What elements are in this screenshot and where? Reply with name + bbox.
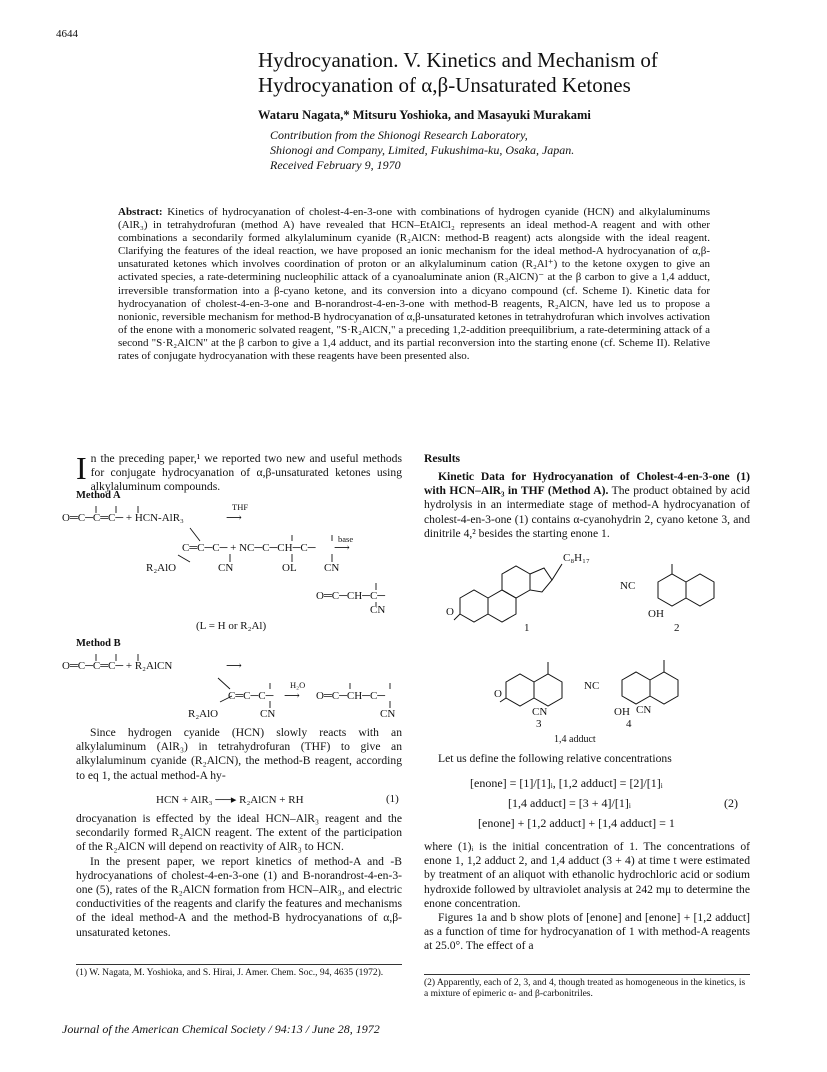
method-a-reactants: O═C─C═C─ + HCN-AlR₃ (62, 512, 184, 524)
cn-label-3: CN (532, 706, 548, 718)
cn-label-4: CN (636, 704, 652, 716)
method-a-label: Method A (76, 490, 121, 501)
drop-cap: I (76, 450, 87, 486)
affiliation-line-2: Shionogi and Company, Limited, Fukushima-ku, Osaka, Japan. (270, 143, 575, 157)
method-a-r2alo: R₂AlO (146, 562, 177, 574)
abstract-label: Abstract: (118, 206, 163, 218)
equation-1: HCN + AlR₃ ──▸ R₂AlCN + RH (156, 794, 304, 806)
definition-intro-text: Let us define the following relative concentrations (438, 752, 672, 765)
method-a-arrow: ⟶ (226, 512, 242, 524)
l-definition: (L = H or R₂Al) (196, 620, 267, 632)
results-subheading: Kinetic Data for Hydrocyanation of Cholest-4-en-3-one (1) with HCN–AlR₃ in THF (Method A). (424, 470, 750, 498)
footnote-2: (2) Apparently, each of 2, 3, and 4, though treated as homogeneous in the kinetics, is a mixture of epimeric α- and β-carbonitriles. (424, 978, 746, 999)
footnote-rule-right (424, 974, 750, 975)
method-b-r2alo: R₂AlO (188, 708, 219, 720)
title-line-2: Hydrocyanation of α,β-Unsaturated Ketones (258, 73, 631, 97)
results-section (424, 470, 750, 541)
results-paragraph-2 (424, 840, 750, 954)
method-a-cn-2: CN (324, 562, 340, 574)
method-b-cn: CN (260, 708, 276, 720)
method-a-ol: OL (282, 562, 297, 574)
method-a-arrow-2: ⟶ (334, 542, 350, 554)
compound-3-label: 3 (536, 718, 542, 730)
compound-1-label: 1 (524, 622, 530, 634)
method-b-arrow-2: ⟶ (284, 690, 300, 702)
paragraph-present-paper: In the present paper, we report kinetics of method-A and -B hydrocyanations of cholest-4-en-3-one (1) and B-norandrost-4-en-3-one (5), rates of the R₂AlCN formation from HCN–AlR₃, and electric conductivities of the reagents and clarify the features and mechanisms of the ideal method-A and the method-B hydrocyanations of α,β-unsaturated ketones. (76, 854, 402, 939)
method-b-product: O═C─CH─C─ (316, 690, 386, 702)
page-number: 4644 (56, 28, 78, 40)
intro-text: n the preceding paper,¹ we reported two new and useful methods for conjugate hydrocyanation of α,β-unsaturated ketones using alkylaluminum compounds. (90, 452, 402, 494)
equation-2-number: (2) (724, 796, 738, 810)
equation-2-line-3: [enone] + [1,2 adduct] + [1,4 adduct] = 1 (478, 816, 675, 830)
footnote-rule-left (76, 964, 402, 965)
structure-1 (440, 548, 580, 632)
method-b-intermediate: C═C─C─ (228, 690, 274, 702)
nc-label-2: NC (620, 580, 636, 592)
method-a-cn-3: CN (370, 604, 386, 616)
method-a-intermediates: C═C─C─ + NC─C─CH─C─ (182, 542, 316, 554)
journal-footer: Journal of the American Chemical Society / 94:13 / June 28, 1972 (62, 1022, 380, 1036)
method-b-cn-2: CN (380, 708, 396, 720)
method-a-product: O═C─CH─C─ (316, 590, 386, 602)
method-b-label: Method B (76, 638, 121, 649)
oh-label-4: OH (614, 706, 630, 718)
compound-4-label: 4 (626, 718, 632, 730)
affiliation-line-1: Contribution from the Shionogi Research Laboratory, (270, 128, 528, 142)
received-date: Received February 9, 1970 (270, 158, 401, 172)
oxygen-label-1: O (446, 606, 454, 618)
results-heading: Results (424, 452, 461, 465)
compound-2-label: 2 (674, 622, 680, 634)
paragraph-reagent (76, 726, 402, 783)
oxygen-label-3: O (494, 688, 502, 700)
method-a-cn: CN (218, 562, 234, 574)
results-paragraph-3: Figures 1a and b show plots of [enone] and [enone] + [1,2 adduct] as a function of time for hydrocyanation of 1 with method-A reagents at 25.0°. The effect of a (424, 911, 750, 953)
authors: Wataru Nagata,* Mitsuru Yoshioka, and Masayuki Murakami (258, 108, 591, 122)
equation-2-line-2: [1,4 adduct] = [3 + 4]/[1]ᵢ (508, 796, 631, 810)
paragraph-continuation (76, 812, 402, 940)
method-a-thf: THF (232, 502, 249, 512)
c8h17-label: C₈H₁₇ (563, 552, 590, 564)
adduct-caption: 1,4 adduct (554, 734, 596, 745)
title-line-1: Hydrocyanation. V. Kinetics and Mechanism of (258, 48, 658, 72)
nc-label-4: NC (584, 680, 600, 692)
equation-2-line-1: [enone] = [1]/[1]ᵢ, [1,2 adduct] = [2]/[1]ᵢ (470, 776, 663, 790)
structure-3 (496, 650, 576, 714)
method-a-base: base (338, 534, 354, 544)
paragraph-reagent-text: Since hydrogen cyanide (HCN) slowly reacts with an alkylaluminum (AlR₃) in tetrahydrofuran (THF) to give an alkylaluminum cyanide (R₂AlCN), the method-B reagent, according to eq 1, the actual method-A hy- (76, 726, 402, 782)
paragraph-continuation-text: drocyanation is effected by the ideal HCN–AlR₃ reagent and the secondarily formed R₂AlCN reagent. The extent of the participation of the R₂AlCN will depend on reactivity of AlR₃ to HCN. (76, 812, 402, 854)
footnote-1: (1) W. Nagata, M. Yoshioka, and S. Hirai, J. Amer. Chem. Soc., 94, 4635 (1972). (76, 968, 384, 978)
definition-intro (424, 752, 750, 766)
abstract-text: Kinetics of hydrocyanation of cholest-4-en-3-one with combinations of hydrogen cyanide (HCN) and alkylaluminums (AlR₃) in tetrahydrofuran (method A) have revealed that HCN–EtAlCl₂ represents an ideal method-A reagent and with other combinations a secondarily formed alkylaluminum cyanide (R₂AlCN: method-B reagent) acts alongside with the ideal reagent. Clarifying the features of the ideal reaction, we have proposed an ionic mechanism for the ideal method-A hydrocyanation of α,β-unsaturated ketones which involves coordination of proton or an alkylaluminum cation (R₂Al⁺) to the ketone oxygen to give an activated species, a rate-determining nucleophilic attack of a cyanoaluminate anion (R₃AlCN)⁻ at the β carbon to give a 1,4 adduct, irreversible transformation into a β-cyano ketone, and its conversion into a dicyano compound (cf. Scheme I). Kinetic data for hydrocyanation of cholest-4-en-3-one and B-norandrost-4-en-3-one with method-B reagents, R₂AlCN, have led us to propose a nonionic, reversible mechanism for method-B hydrocyanation of α,β-unsaturated ketones in tetrahydrofuran which involves activation of the enone with a monomeric solvated reagent, "S·R₂AlCN," a preceding 1,2-addition preequilibrium, a rate-determining attack of a second "S·R₂AlCN" at the β carbon to give a 1,4 adduct, and its partial reconversion into the starting enone (cf. Scheme II). Relative rates of conjugate hydrocyanation with these reagents have been presented also. (118, 206, 710, 363)
equation-1-number: (1) (386, 793, 399, 805)
method-b-arrow: ⟶ (226, 660, 242, 672)
results-paragraph-1: The product obtained by acid hydrolysis in an intermediate stage of method-A hydrocyanation of cholest-4-en-3-one (1) contains α-cyanohydrin 2, cyano ketone 3, and dinitrile 4,² besides the starting enone 1. (424, 484, 750, 540)
method-b-h2o: H₂O (290, 680, 306, 690)
method-b-reactants: O═C─C═C─ + R₂AlCN (62, 660, 173, 672)
results-paragraph-2-text: where (1)ᵢ is the initial concentration of 1. The concentrations of enone 1, 1,2 adduct 2, and 1,4 adduct (3 + 4) at time t were estimated by treatment of an aliquot with ethanolic hydrochloric acid or sodium hydroxide followed by ultraviolet analysis at 242 mμ to determine the enone concentration. (424, 840, 750, 910)
oh-label-2: OH (648, 608, 664, 620)
